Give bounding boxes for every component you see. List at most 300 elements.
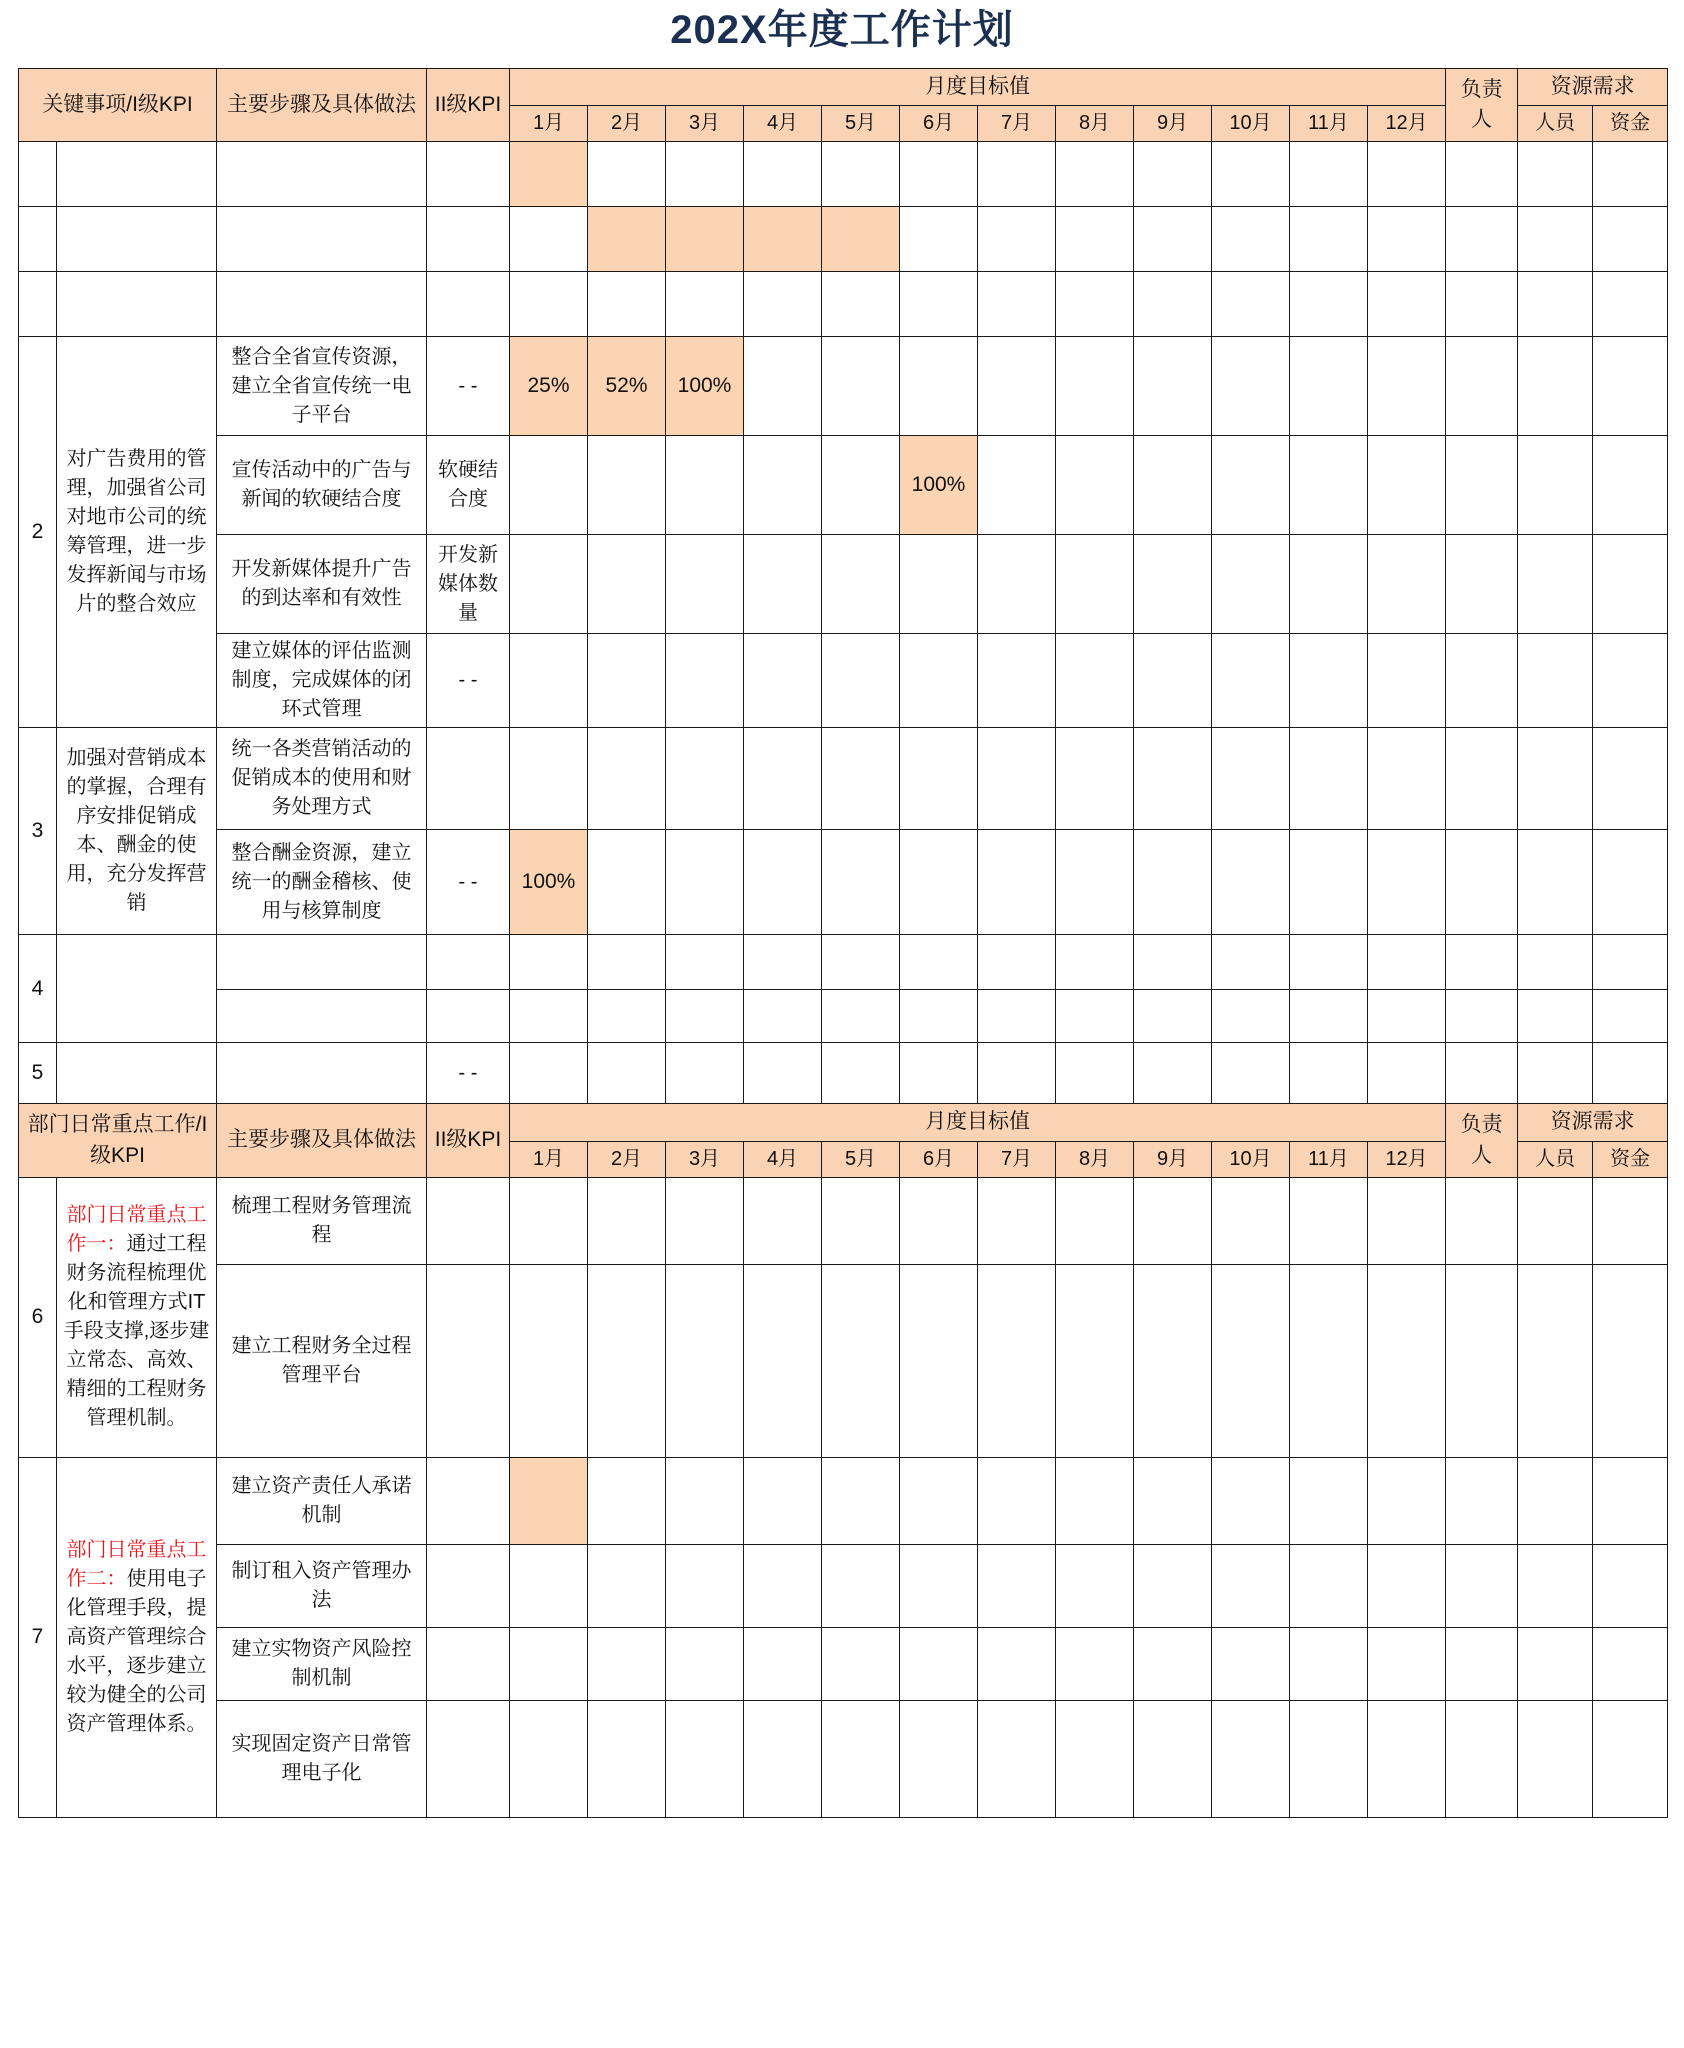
cell-kpi2[interactable]: 软硬结合度 (427, 436, 510, 535)
cell-step[interactable]: 建立实物资产风险控制机制 (217, 1627, 427, 1700)
cell-kpi1[interactable] (57, 935, 217, 1043)
cell-owner[interactable] (1446, 990, 1518, 1043)
cell-month-6[interactable] (900, 1177, 978, 1264)
cell-month-5[interactable] (822, 337, 900, 436)
cell-people[interactable] (1518, 1043, 1593, 1104)
cell-month-5[interactable] (822, 207, 900, 272)
cell-month-7[interactable] (978, 1043, 1056, 1104)
cell-month-2[interactable] (588, 436, 666, 535)
cell-month-9[interactable] (1134, 935, 1212, 990)
cell-month-12[interactable] (1368, 1457, 1446, 1544)
cell-month-3[interactable] (666, 1700, 744, 1817)
cell-month-3[interactable] (666, 1457, 744, 1544)
cell-month-12[interactable] (1368, 1627, 1446, 1700)
cell-month-4[interactable] (744, 1043, 822, 1104)
cell-month-6[interactable] (900, 1700, 978, 1817)
cell-owner[interactable] (1446, 1043, 1518, 1104)
cell-funds[interactable] (1593, 1177, 1668, 1264)
cell-month-6[interactable] (900, 1264, 978, 1457)
cell-month-4[interactable] (744, 535, 822, 634)
cell-step[interactable]: 整合全省宣传资源，建立全省宣传统一电子平台 (217, 337, 427, 436)
cell-owner[interactable] (1446, 207, 1518, 272)
cell-month-2[interactable] (588, 634, 666, 728)
cell-month-5[interactable] (822, 272, 900, 337)
cell-month-1[interactable]: 100% (510, 829, 588, 935)
cell-month-2[interactable] (588, 1043, 666, 1104)
cell-month-2[interactable] (588, 1700, 666, 1817)
cell-month-5[interactable] (822, 1544, 900, 1627)
cell-month-9[interactable] (1134, 337, 1212, 436)
cell-month-8[interactable] (1056, 728, 1134, 829)
cell-step[interactable]: 制订租入资产管理办法 (217, 1544, 427, 1627)
cell-index[interactable] (19, 272, 57, 337)
cell-owner[interactable] (1446, 728, 1518, 829)
cell-funds[interactable] (1593, 142, 1668, 207)
cell-month-4[interactable] (744, 1544, 822, 1627)
cell-kpi1[interactable] (57, 142, 217, 207)
cell-month-8[interactable] (1056, 935, 1134, 990)
cell-month-3[interactable] (666, 272, 744, 337)
cell-kpi2[interactable] (427, 1544, 510, 1627)
cell-month-5[interactable] (822, 728, 900, 829)
cell-month-9[interactable] (1134, 728, 1212, 829)
cell-month-7[interactable] (978, 535, 1056, 634)
cell-month-2[interactable]: 52% (588, 337, 666, 436)
cell-owner[interactable] (1446, 1627, 1518, 1700)
cell-month-10[interactable] (1212, 1544, 1290, 1627)
cell-month-1[interactable] (510, 1700, 588, 1817)
cell-month-10[interactable] (1212, 634, 1290, 728)
cell-month-6[interactable] (900, 634, 978, 728)
cell-month-5[interactable] (822, 829, 900, 935)
cell-month-10[interactable] (1212, 728, 1290, 829)
cell-month-9[interactable] (1134, 142, 1212, 207)
cell-month-10[interactable] (1212, 935, 1290, 990)
cell-people[interactable] (1518, 1627, 1593, 1700)
cell-month-11[interactable] (1290, 1043, 1368, 1104)
cell-funds[interactable] (1593, 829, 1668, 935)
cell-month-9[interactable] (1134, 1177, 1212, 1264)
cell-month-11[interactable] (1290, 935, 1368, 990)
cell-kpi1[interactable] (57, 272, 217, 337)
cell-index[interactable]: 4 (19, 935, 57, 1043)
cell-month-3[interactable] (666, 207, 744, 272)
cell-month-2[interactable] (588, 142, 666, 207)
cell-month-11[interactable] (1290, 1544, 1368, 1627)
cell-month-3[interactable] (666, 1544, 744, 1627)
cell-month-9[interactable] (1134, 272, 1212, 337)
cell-month-4[interactable] (744, 1264, 822, 1457)
cell-month-10[interactable] (1212, 1043, 1290, 1104)
cell-step[interactable] (217, 272, 427, 337)
cell-kpi1[interactable] (57, 207, 217, 272)
cell-month-9[interactable] (1134, 829, 1212, 935)
cell-month-1[interactable] (510, 1177, 588, 1264)
cell-month-3[interactable] (666, 990, 744, 1043)
cell-step[interactable] (217, 935, 427, 990)
cell-month-6[interactable] (900, 1627, 978, 1700)
cell-month-3[interactable] (666, 142, 744, 207)
cell-month-7[interactable] (978, 436, 1056, 535)
cell-owner[interactable] (1446, 935, 1518, 990)
cell-month-2[interactable] (588, 207, 666, 272)
cell-month-3[interactable]: 100% (666, 337, 744, 436)
cell-step[interactable]: 宣传活动中的广告与新闻的软硬结合度 (217, 436, 427, 535)
cell-kpi2[interactable] (427, 1627, 510, 1700)
cell-kpi2[interactable] (427, 1457, 510, 1544)
cell-month-7[interactable] (978, 829, 1056, 935)
cell-month-6[interactable] (900, 337, 978, 436)
cell-month-7[interactable] (978, 207, 1056, 272)
cell-people[interactable] (1518, 535, 1593, 634)
cell-kpi1[interactable] (57, 1177, 217, 1457)
cell-people[interactable] (1518, 1544, 1593, 1627)
cell-month-12[interactable] (1368, 935, 1446, 990)
cell-month-7[interactable] (978, 1544, 1056, 1627)
cell-month-4[interactable] (744, 1627, 822, 1700)
cell-month-11[interactable] (1290, 634, 1368, 728)
cell-kpi2[interactable] (427, 1264, 510, 1457)
cell-people[interactable] (1518, 1457, 1593, 1544)
cell-kpi2[interactable]: - - (427, 829, 510, 935)
cell-month-10[interactable] (1212, 1700, 1290, 1817)
cell-kpi2[interactable] (427, 728, 510, 829)
cell-month-5[interactable] (822, 1627, 900, 1700)
cell-month-3[interactable] (666, 829, 744, 935)
cell-step[interactable] (217, 1043, 427, 1104)
cell-owner[interactable] (1446, 1700, 1518, 1817)
cell-month-11[interactable] (1290, 207, 1368, 272)
cell-month-11[interactable] (1290, 1457, 1368, 1544)
cell-people[interactable] (1518, 272, 1593, 337)
cell-kpi2[interactable] (427, 935, 510, 990)
cell-month-8[interactable] (1056, 1627, 1134, 1700)
cell-kpi2[interactable]: 开发新媒体数量 (427, 535, 510, 634)
cell-month-5[interactable] (822, 1177, 900, 1264)
cell-funds[interactable] (1593, 1700, 1668, 1817)
cell-month-12[interactable] (1368, 728, 1446, 829)
cell-month-7[interactable] (978, 337, 1056, 436)
cell-people[interactable] (1518, 728, 1593, 829)
cell-funds[interactable] (1593, 1627, 1668, 1700)
cell-month-6[interactable] (900, 1544, 978, 1627)
cell-people[interactable] (1518, 1264, 1593, 1457)
cell-month-5[interactable] (822, 1264, 900, 1457)
cell-month-6[interactable] (900, 535, 978, 634)
cell-month-2[interactable] (588, 1544, 666, 1627)
cell-funds[interactable] (1593, 436, 1668, 535)
cell-kpi2[interactable] (427, 272, 510, 337)
cell-month-3[interactable] (666, 535, 744, 634)
cell-kpi2[interactable]: - - (427, 634, 510, 728)
cell-month-11[interactable] (1290, 1627, 1368, 1700)
cell-month-11[interactable] (1290, 436, 1368, 535)
cell-kpi1[interactable]: 对广告费用的管理，加强省公司对地市公司的统筹管理，进一步发挥新闻与市场片的整合效应 (57, 337, 217, 728)
cell-month-3[interactable] (666, 728, 744, 829)
cell-month-5[interactable] (822, 142, 900, 207)
cell-people[interactable] (1518, 634, 1593, 728)
cell-kpi2[interactable] (427, 1177, 510, 1264)
cell-month-10[interactable] (1212, 1177, 1290, 1264)
cell-month-11[interactable] (1290, 1700, 1368, 1817)
cell-month-2[interactable] (588, 935, 666, 990)
cell-month-12[interactable] (1368, 535, 1446, 634)
cell-month-2[interactable] (588, 1457, 666, 1544)
cell-step[interactable]: 梳理工程财务管理流程 (217, 1177, 427, 1264)
cell-month-5[interactable] (822, 935, 900, 990)
cell-month-12[interactable] (1368, 272, 1446, 337)
cell-kpi2[interactable]: - - (427, 337, 510, 436)
cell-people[interactable] (1518, 1700, 1593, 1817)
cell-month-10[interactable] (1212, 1264, 1290, 1457)
cell-month-8[interactable] (1056, 990, 1134, 1043)
cell-kpi2[interactable] (427, 142, 510, 207)
cell-month-10[interactable] (1212, 337, 1290, 436)
cell-month-11[interactable] (1290, 990, 1368, 1043)
cell-people[interactable] (1518, 935, 1593, 990)
cell-month-8[interactable] (1056, 1177, 1134, 1264)
cell-month-9[interactable] (1134, 535, 1212, 634)
cell-month-7[interactable] (978, 1457, 1056, 1544)
cell-month-2[interactable] (588, 535, 666, 634)
cell-funds[interactable] (1593, 535, 1668, 634)
cell-owner[interactable] (1446, 1264, 1518, 1457)
cell-month-1[interactable] (510, 535, 588, 634)
cell-people[interactable] (1518, 207, 1593, 272)
cell-month-12[interactable] (1368, 1264, 1446, 1457)
cell-month-8[interactable] (1056, 337, 1134, 436)
cell-month-7[interactable] (978, 142, 1056, 207)
cell-month-6[interactable] (900, 272, 978, 337)
cell-people[interactable] (1518, 337, 1593, 436)
cell-people[interactable] (1518, 990, 1593, 1043)
cell-funds[interactable] (1593, 1264, 1668, 1457)
cell-index[interactable]: 5 (19, 1043, 57, 1104)
cell-month-9[interactable] (1134, 1700, 1212, 1817)
cell-month-11[interactable] (1290, 142, 1368, 207)
cell-month-8[interactable] (1056, 272, 1134, 337)
cell-step[interactable]: 建立资产责任人承诺机制 (217, 1457, 427, 1544)
cell-month-4[interactable] (744, 990, 822, 1043)
cell-month-1[interactable] (510, 142, 588, 207)
cell-month-1[interactable] (510, 1457, 588, 1544)
cell-month-4[interactable] (744, 1700, 822, 1817)
cell-month-12[interactable] (1368, 1177, 1446, 1264)
cell-owner[interactable] (1446, 634, 1518, 728)
cell-funds[interactable] (1593, 990, 1668, 1043)
cell-month-5[interactable] (822, 535, 900, 634)
cell-step[interactable]: 整合酬金资源，建立统一的酬金稽核、使用与核算制度 (217, 829, 427, 935)
cell-month-12[interactable] (1368, 142, 1446, 207)
cell-people[interactable] (1518, 142, 1593, 207)
cell-month-4[interactable] (744, 1457, 822, 1544)
cell-month-8[interactable] (1056, 535, 1134, 634)
cell-owner[interactable] (1446, 142, 1518, 207)
cell-month-7[interactable] (978, 1700, 1056, 1817)
cell-month-6[interactable] (900, 1043, 978, 1104)
cell-month-8[interactable] (1056, 1264, 1134, 1457)
cell-month-5[interactable] (822, 634, 900, 728)
cell-people[interactable] (1518, 1177, 1593, 1264)
cell-month-1[interactable] (510, 1043, 588, 1104)
cell-owner[interactable] (1446, 535, 1518, 634)
cell-month-8[interactable] (1056, 1043, 1134, 1104)
cell-month-3[interactable] (666, 634, 744, 728)
cell-month-11[interactable] (1290, 829, 1368, 935)
cell-month-2[interactable] (588, 272, 666, 337)
cell-funds[interactable] (1593, 935, 1668, 990)
cell-month-7[interactable] (978, 1627, 1056, 1700)
cell-month-4[interactable] (744, 1177, 822, 1264)
cell-month-5[interactable] (822, 1457, 900, 1544)
cell-month-3[interactable] (666, 1627, 744, 1700)
cell-funds[interactable] (1593, 337, 1668, 436)
cell-month-6[interactable] (900, 728, 978, 829)
cell-month-9[interactable] (1134, 1264, 1212, 1457)
cell-step[interactable] (217, 990, 427, 1043)
cell-kpi2[interactable] (427, 990, 510, 1043)
cell-month-9[interactable] (1134, 436, 1212, 535)
cell-month-6[interactable] (900, 142, 978, 207)
cell-month-7[interactable] (978, 935, 1056, 990)
cell-kpi2[interactable] (427, 207, 510, 272)
cell-kpi2[interactable] (427, 1700, 510, 1817)
cell-funds[interactable] (1593, 207, 1668, 272)
cell-step[interactable] (217, 207, 427, 272)
cell-month-4[interactable] (744, 207, 822, 272)
cell-month-1[interactable] (510, 207, 588, 272)
cell-people[interactable] (1518, 436, 1593, 535)
cell-month-8[interactable] (1056, 634, 1134, 728)
cell-owner[interactable] (1446, 829, 1518, 935)
cell-month-11[interactable] (1290, 1264, 1368, 1457)
cell-index[interactable] (19, 207, 57, 272)
cell-month-10[interactable] (1212, 142, 1290, 207)
cell-month-12[interactable] (1368, 337, 1446, 436)
cell-month-6[interactable]: 100% (900, 436, 978, 535)
cell-month-12[interactable] (1368, 829, 1446, 935)
cell-month-11[interactable] (1290, 535, 1368, 634)
cell-kpi1[interactable] (57, 1043, 217, 1104)
cell-month-2[interactable] (588, 1627, 666, 1700)
cell-month-4[interactable] (744, 436, 822, 535)
cell-funds[interactable] (1593, 1457, 1668, 1544)
cell-month-12[interactable] (1368, 990, 1446, 1043)
cell-month-2[interactable] (588, 728, 666, 829)
cell-index[interactable]: 2 (19, 337, 57, 728)
cell-month-10[interactable] (1212, 1627, 1290, 1700)
cell-owner[interactable] (1446, 436, 1518, 535)
cell-month-2[interactable] (588, 990, 666, 1043)
cell-month-1[interactable]: 25% (510, 337, 588, 436)
cell-month-6[interactable] (900, 935, 978, 990)
cell-month-1[interactable] (510, 634, 588, 728)
cell-month-10[interactable] (1212, 829, 1290, 935)
cell-month-11[interactable] (1290, 272, 1368, 337)
cell-month-3[interactable] (666, 1264, 744, 1457)
cell-month-8[interactable] (1056, 207, 1134, 272)
cell-month-9[interactable] (1134, 990, 1212, 1043)
cell-step[interactable]: 统一各类营销活动的促销成本的使用和财务处理方式 (217, 728, 427, 829)
cell-month-4[interactable] (744, 829, 822, 935)
cell-step[interactable]: 开发新媒体提升广告的到达率和有效性 (217, 535, 427, 634)
cell-people[interactable] (1518, 829, 1593, 935)
cell-month-4[interactable] (744, 272, 822, 337)
cell-month-5[interactable] (822, 436, 900, 535)
cell-owner[interactable] (1446, 337, 1518, 436)
cell-month-4[interactable] (744, 728, 822, 829)
cell-month-3[interactable] (666, 1043, 744, 1104)
cell-month-9[interactable] (1134, 1043, 1212, 1104)
cell-kpi1[interactable] (57, 1457, 217, 1817)
cell-month-9[interactable] (1134, 207, 1212, 272)
cell-funds[interactable] (1593, 634, 1668, 728)
cell-month-10[interactable] (1212, 990, 1290, 1043)
cell-funds[interactable] (1593, 1544, 1668, 1627)
cell-month-1[interactable] (510, 1544, 588, 1627)
cell-index[interactable]: 3 (19, 728, 57, 935)
cell-month-8[interactable] (1056, 1457, 1134, 1544)
cell-month-10[interactable] (1212, 1457, 1290, 1544)
cell-month-10[interactable] (1212, 436, 1290, 535)
cell-month-12[interactable] (1368, 207, 1446, 272)
cell-month-5[interactable] (822, 1043, 900, 1104)
cell-month-12[interactable] (1368, 436, 1446, 535)
cell-month-1[interactable] (510, 436, 588, 535)
cell-month-2[interactable] (588, 1264, 666, 1457)
cell-index[interactable]: 6 (19, 1177, 57, 1457)
cell-month-1[interactable] (510, 728, 588, 829)
cell-month-6[interactable] (900, 990, 978, 1043)
cell-month-1[interactable] (510, 272, 588, 337)
cell-month-4[interactable] (744, 337, 822, 436)
cell-month-5[interactable] (822, 1700, 900, 1817)
cell-month-11[interactable] (1290, 1177, 1368, 1264)
cell-kpi1[interactable]: 加强对营销成本的掌握，合理有序安排促销成本、酬金的使用，充分发挥营销 (57, 728, 217, 935)
cell-month-12[interactable] (1368, 1700, 1446, 1817)
cell-month-6[interactable] (900, 207, 978, 272)
cell-owner[interactable] (1446, 272, 1518, 337)
cell-index[interactable]: 7 (19, 1457, 57, 1817)
cell-month-9[interactable] (1134, 1544, 1212, 1627)
cell-month-6[interactable] (900, 1457, 978, 1544)
cell-month-11[interactable] (1290, 728, 1368, 829)
cell-month-9[interactable] (1134, 1457, 1212, 1544)
cell-month-3[interactable] (666, 1177, 744, 1264)
cell-month-8[interactable] (1056, 829, 1134, 935)
cell-step[interactable]: 实现固定资产日常管理电子化 (217, 1700, 427, 1817)
cell-owner[interactable] (1446, 1544, 1518, 1627)
cell-owner[interactable] (1446, 1177, 1518, 1264)
cell-month-7[interactable] (978, 1264, 1056, 1457)
cell-month-7[interactable] (978, 1177, 1056, 1264)
cell-month-7[interactable] (978, 634, 1056, 728)
cell-month-4[interactable] (744, 634, 822, 728)
cell-month-10[interactable] (1212, 207, 1290, 272)
cell-month-10[interactable] (1212, 272, 1290, 337)
cell-month-10[interactable] (1212, 535, 1290, 634)
cell-month-9[interactable] (1134, 1627, 1212, 1700)
cell-month-1[interactable] (510, 935, 588, 990)
cell-month-8[interactable] (1056, 1700, 1134, 1817)
cell-month-11[interactable] (1290, 337, 1368, 436)
cell-month-7[interactable] (978, 728, 1056, 829)
cell-month-8[interactable] (1056, 1544, 1134, 1627)
cell-funds[interactable] (1593, 272, 1668, 337)
cell-month-1[interactable] (510, 1627, 588, 1700)
cell-step[interactable] (217, 142, 427, 207)
cell-step[interactable]: 建立媒体的评估监测制度，完成媒体的闭环式管理 (217, 634, 427, 728)
